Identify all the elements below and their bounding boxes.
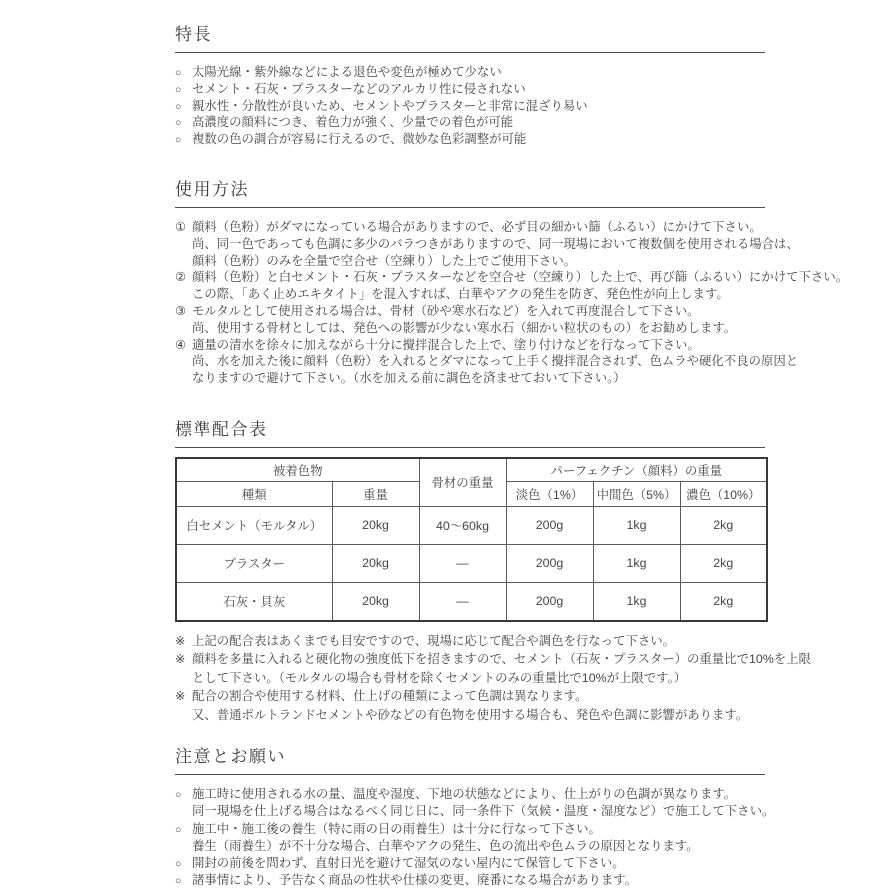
section-mixing-table (175, 419, 811, 724)
table-cell: プラスター (176, 544, 332, 582)
caution-line: 施工時に使用される水の量、温度や湿度、下地の状態などにより、仕上がりの色調が異なります。 (192, 786, 737, 801)
circle-bullet-marker: ○ (175, 788, 182, 801)
table-cell: 2kg (680, 506, 767, 544)
table-cell: — (419, 544, 506, 582)
circle-bullet-marker: ○ (175, 67, 182, 79)
feature-item (175, 98, 765, 115)
usage-steps-list (175, 219, 849, 387)
caution-line: 諸事情により、予告なく商品の性状や仕様の変更、廃番になる場合があります。 (192, 873, 638, 888)
reference-mark: ※ (175, 689, 186, 704)
mixing-notes (175, 632, 811, 724)
table-cell: 20kg (332, 544, 419, 582)
reference-mark: ※ (175, 652, 186, 667)
step-number: ④ (175, 337, 187, 352)
header-type: 種類 (176, 481, 332, 506)
reference-mark: ※ (175, 633, 186, 648)
table-cell: 200g (506, 544, 593, 582)
caution-line: 開封の前後を問わず、直射日光を避けて湿気のない屋内にて保管して下さい。 (192, 856, 625, 871)
circle-bullet-marker: ○ (175, 117, 182, 130)
step-line: 尚、使用する骨材としては、発色への影響が少ない寒水石（細かい粒状のもの）をお勧めします。 (192, 320, 737, 335)
usage-step-1 (175, 219, 799, 269)
header-dark: 濃色（10%） (680, 481, 767, 506)
table-cell: 2kg (680, 544, 767, 582)
circle-bullet-marker: ○ (175, 100, 182, 113)
mixing-heading: 標準配合表 (175, 419, 765, 448)
feature-text: 親水性・分散性が良いため、セメントやプラスターと非常に混ざり易い (192, 98, 588, 113)
step-line: 顔料（色粉）のみを全量で空合せ（空練り）した上でご使用下さい。 (192, 253, 577, 268)
table-cell: 1kg (593, 582, 680, 621)
note-line: 顔料を多量に入れると硬化物の強度低下を招きますので、セメント（石灰・プラスター）の重量比で10%を上限 (192, 652, 811, 667)
step-line: この際、「あく止めエキタイト」を混入すれば、白華やアクの発生を防ぎ、発色性が向上します。 (192, 287, 729, 302)
header-pigment-weight: パーフェクチン（顔料）の重量 (506, 458, 767, 482)
note-item (175, 650, 811, 687)
cautions-list (175, 786, 775, 890)
circle-bullet-marker: ○ (175, 83, 182, 96)
mixing-table (175, 457, 768, 622)
header-medium: 中間色（5%） (593, 481, 680, 506)
step-line: なりますので避けて下さい。（水を加える前に調色を済ませておいて下さい。） (192, 371, 626, 386)
note-item (175, 632, 765, 650)
table-cell: 1kg (593, 506, 680, 544)
step-line: 適量の清水を徐々に加えながら十分に攪拌混合した上で、塗り付けなどを行なって下さい。 (192, 337, 700, 352)
caution-item (175, 821, 765, 856)
circle-bullet-marker: ○ (175, 875, 182, 888)
circle-bullet-marker: ○ (175, 134, 182, 147)
usage-step-2 (175, 269, 849, 303)
caution-item (175, 855, 765, 872)
section-usage (175, 179, 849, 387)
feature-text: 複数の色の調合が容易に行えるので、微妙な色彩調整が可能 (192, 132, 527, 147)
circle-bullet-marker: ○ (175, 858, 182, 871)
usage-step-3 (175, 303, 765, 337)
header-colored-object: 被着色物 (176, 458, 419, 482)
note-line: 又、普通ポルトランドセメントや砂などの有色物を使用する場合も、発色や色調に影響があります。 (192, 707, 749, 722)
step-line: モルタルとして使用される場合は、骨材（砂や寒水石など）を入れて再度混合して下さい。 (192, 303, 700, 318)
table-cell: 白セメント（モルタル） (176, 506, 332, 544)
table-cell: 200g (506, 582, 593, 621)
caution-line: 養生（雨養生）が不十分な場合、白華やアクの発生、色の流出や色ムラの原因となります。 (192, 838, 699, 853)
step-line: 尚、水を加えた後に顔料（色粉）を入れるとダマになって上手く攪拌混合されず、色ムラや硬化不良の原因と (192, 354, 799, 369)
features-heading: 特長 (175, 24, 765, 53)
table-cell: 石灰・貝灰 (176, 582, 332, 621)
note-line: 上記の配合表はあくまでも目安ですので、現場に応じて配合や調色を行なって下さい。 (192, 633, 675, 648)
table-cell: — (419, 582, 506, 621)
feature-item (175, 64, 765, 81)
usage-step-4 (175, 337, 799, 387)
circle-bullet-marker: ○ (175, 823, 182, 836)
caution-item (175, 786, 775, 821)
step-number: ③ (175, 303, 187, 318)
table-cell: 1kg (593, 544, 680, 582)
header-weight: 重量 (332, 481, 419, 506)
note-line: として下さい。（モルタルの場合も骨材を除くセメントのみの重量比で10%が上限です。） (192, 670, 687, 685)
header-light: 淡色（1%） (506, 481, 593, 506)
table-cell: 20kg (332, 582, 419, 621)
feature-item (175, 114, 765, 131)
section-features (175, 24, 765, 148)
table-cell: 20kg (332, 506, 419, 544)
features-list (175, 64, 765, 148)
table-row-lime (176, 582, 767, 621)
note-item (175, 687, 765, 724)
table-row-white-cement (176, 506, 767, 544)
table-cell: 2kg (680, 582, 767, 621)
step-number: ① (175, 219, 187, 234)
step-line: 顔料（色粉）がダマになっている場合がありますので、必ず目の細かい篩（ふるい）にかけて下さい。 (192, 219, 762, 234)
feature-text: セメント・石灰・プラスターなどのアルカリ性に侵されない (192, 81, 526, 96)
note-line: 配合の割合や使用する材料、仕上げの種類によって色調は異なります。 (192, 689, 588, 704)
table-cell: 200g (506, 506, 593, 544)
caution-line: 同一現場を仕上げる場合はなるべく同じ日に、同一条件下（気候・温度・湿度など）で施工して下さい。 (192, 804, 775, 819)
usage-heading: 使用方法 (175, 179, 765, 208)
table-cell: 40〜60kg (419, 506, 506, 544)
header-aggregate-weight: 骨材の重量 (419, 458, 506, 507)
step-number: ② (175, 270, 187, 285)
feature-item (175, 131, 765, 148)
feature-text: 高濃度の顔料につき、着色力が強く、少量での着色が可能 (192, 115, 514, 130)
cautions-heading: 注意とお願い (175, 746, 765, 775)
caution-line: 施工中・施工後の養生（特に雨の日の雨養生）は十分に行なって下さい。 (192, 821, 601, 836)
caution-item (175, 872, 765, 889)
table-row-plaster (176, 544, 767, 582)
section-cautions (175, 746, 775, 890)
feature-item (175, 81, 765, 98)
feature-text: 太陽光線・紫外線などによる退色や変色が極めて少ない (192, 65, 502, 79)
step-line: 顔料（色粉）と白セメント・石灰・プラスターなどを空合せ（空練り）した上で、再び篩（ふるい）にかけて下さい。 (192, 270, 849, 285)
step-line: 尚、同一色であっても色調に多少のバラつきがありますので、同一現場において複数個を使用される場合は、 (192, 236, 799, 251)
